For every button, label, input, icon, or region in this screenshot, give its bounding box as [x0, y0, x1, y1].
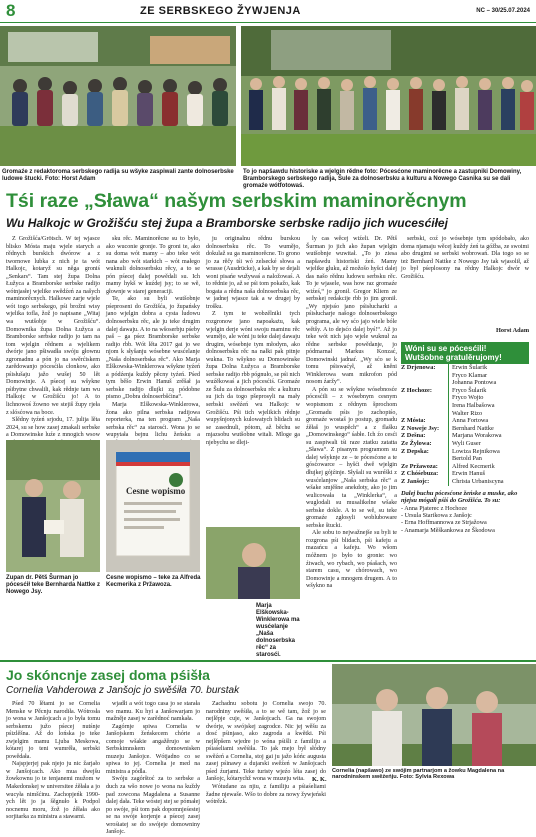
sidebar-place: Z Dešna: [401, 432, 449, 440]
sidebar-person-name: Bertold Pan [452, 455, 482, 463]
sidebar-extra-item: - Anna Pjaterec z Hochoze [401, 504, 467, 512]
sidebar-names [449, 425, 494, 433]
article-headline: Tśi raze „Sława“ našym serbskim maminorěcnym [6, 190, 467, 212]
author-signature: Horst Adam [496, 327, 530, 334]
mid-right-caption: Marja Elškowska-Winklerowa ma wusćelanje „Naša dolnoserbska rěc“ za starosći. [256, 603, 300, 658]
sidebar-person-name: Fryco Wojto [452, 394, 484, 402]
article-paragraph: A pón su se wšykne wósebnosće pócesćili – z wósebnym cesnym wopismom z rědnym šprochom „Gromadu pśis jo zachopiśo, gromaźe wostaš jo postup, gromadu źěłaš jo wuspěch“ a z flašku „Domowinskego“ śabłe. Ich źo cesći su zaspiwali tśi raze ztatku zatatta „Sława“. Z pisanym programom su dalej wšyknje ze – te pócesćone a te gósćowarce – hyšći dwě wjelgin dłujkej gójźinje. Słyšali su wuréški z wusćelanjow „Naša serbska rěc“ a wšake smjěšne anekdoty, ako jo jim wulicowała ta „Winklerka“, a wuglodali su musalikelne wšake serbske dokle. A to se wě, su teke gromaźe zgłosyli wobluboware serbske štucki. [306, 386, 397, 529]
sidebar-extra-item: - Ursula Starikowa z Janšojc [401, 511, 472, 519]
photo-surman-nattke [6, 440, 100, 572]
article-paragraph: Slědny tyźeń srjodu, 17. julija lěta 2024, su se how zasej zmakali serbske a Domowinske luźe z mnogich wsow [6, 417, 100, 439]
article-column-3 [206, 236, 300, 524]
photo-winklerowa [206, 527, 300, 599]
top-left-caption: Gromaźe z redaktoroma serbskego radija su wšyke zaspiwali zante dolnoserbske ludowe štucki. Foto: Horst Adam [2, 169, 234, 182]
sidebar-row [401, 417, 529, 425]
winklerowa-image [206, 527, 300, 599]
article-paragraph: Wótudane za njiu, z familiju a pśiaśeliami žadne njewaše. Wšo to dobre za nowy žywjeński wótrězk. [206, 784, 326, 806]
garden-photo-image [0, 26, 236, 166]
surman-nattke-image [6, 440, 100, 572]
photo-cornelia [332, 664, 536, 766]
article2-column-1 [6, 701, 100, 821]
article-paragraph: ly cas wěcej wiźeli. Dr. Pětš Šurman jo jich ako župan wjelgin wutšobnje wuwitał. „To jo ziesa napšawdu historiski źeń. Mamy wjelike gluku, až možošo hyšci dalej das našo rědnu ludowu serbsku rěc. To je wjasele, was how raz gromaźe wiźeś,“ jo gronił. Gregor Kliem ze serbskej redakcije rbb jo jim gronił. „Wy njejsśo jano pśisłucharki a pśisłucharje našogo dolnoserbskego programa, ale wy sćo jajo wiele bóle wětšy. A to dejsćo dalej byś!“. Až jo teke wót nich jajo wjele wuknuł za rědne serbske powědanje, jo pódmarnał Markus Konzać, Domowinski jadnaŕ. „Wy sćo se k tomu pśiswaćył, až kněni Winklerowa wam mikrofon pód nosom źaržy“. [306, 236, 397, 386]
sidebar-title: Wóni su se pócesćili! Wutšobne gratulěrujomy! [401, 342, 529, 364]
sidebar-row [401, 425, 529, 433]
sidebar-row [401, 440, 529, 448]
section-divider [0, 660, 536, 662]
cornelia-caption: Cornelia (napšawo) ze swójim partnarjom a žowku Magdalena na narodninskem swěźeńju. Foto: Sylvia Rexowa [332, 768, 505, 781]
article-subheadline: Wu Halkojc w Grožišću stej župa a Bramborske serbske radijo jich wucesćiłej [6, 216, 448, 230]
certificate-image [106, 440, 200, 572]
page-header [0, 0, 536, 23]
sidebar-names [449, 463, 495, 471]
honorees-sidebar [401, 342, 529, 652]
sidebar-place: Z Chóśebuza: [401, 470, 449, 478]
sidebar-row [401, 478, 529, 486]
sidebar-person-name: Wyli Guser [452, 439, 481, 447]
sidebar-place: Z Janšojc: [401, 478, 449, 486]
article-paragraph: Najspjerjej pak njejo ju nic žarjało w Janšojcach. Ako mua dwejšu žowkownu jo te tenjanemi mužom w Makedonskej w universitee źěłała a jo wucyła nimšćinu. Zachopjeńk 1990-ych lět jo ja šěgnuło k Podpol nocnemu moru, žož jo źěłała ako sorjitarka za ministra a stawarni. [6, 761, 100, 821]
article-paragraph: Ale sobu to nejwažnejše su byli te rozgrona pśi blidach, pśi kafeju a mazańcu a kafeju. Wo wšom móžnem jo było to gronie: wo źiwach, wo rybach, wo pśašach, wo starem casu, w chórowach, wo Domowinje a mnogem drugem. A to wšykno na [306, 530, 397, 590]
cornelia-photo-credit: Foto: Sylvia Rexowa [399, 774, 455, 781]
sidebar-note: Dalej buchu pócesćone žeńske a muske, ako njejsu mógali pśiś do Grožišća. To su: [401, 489, 518, 504]
article2-subheadline: Cornelia Vahderowa z Janšojc jo swěśiła 70. burstak [6, 685, 240, 696]
sidebar-names [449, 448, 500, 463]
sidebar-person-name: Christa Urbaniscyna [452, 477, 504, 485]
article-paragraph: wjadłi a wót togo casa jo se starała wo mamu. Ku hyi a Janšowarjam jo mažněje zasej w zarědnoć namkała. [106, 701, 200, 723]
sidebar-extra-list [401, 505, 529, 535]
sidebar-place: Ze Pržawoza: [401, 463, 449, 471]
article-paragraph: Te, ako su byli wutšobnje pśeproseni do Grožišća, jo župańsky jano wjelgin dobra a cysta ludowu dolnoserbsku rěc, ale ju teke drugim dalej dawaju. A to na wšoserbju pśeby paš – ga pśez Bramborske serbske radijo rbb. Wót lěta 2017 gai jo we njom k słyšanju wósebne wusćelanje „Naša dolnoserbska rěc“. Ako Marja Elškowska-Winklerowa wšykne tyźeń a pódźenja kuždy pěcny tyźeń. Pśed tym běšo Erwin Hanuš zrěšał ja serbske radijo dlujki zą pódobne pismo „Dobra dolnoserbšćina“. [106, 296, 200, 401]
article-paragraph: Z Grožišća/Grötsch. W tej wjasce blisko Mósta maju wjele starych a rědnych burskich dwórow a z twornowe lubka z nich je ta wót Halkojc, kotaryž su něga groniś „Senkars“. Tam stej župa Dolna Łužyca a Bramborske serbske radijo wótnjasłej wjelike swědźeń za našych maminorěcnych. Halkowe zarje wjele wót togo serbskego, pśi brožni wisy wjelika tofla, žož jo napisane „Witaj wa wutšobje w Grožišću“. Domownika župa Dolna Łužyca a Bramborske serbske radijo jo tam na tom wjelgin rědnem a wjelikem dwórje jano pšiwadła swóju głownu zgromadnu a pón jo na swěrćiskem zarědowanjo pócesćiła cłonkow, ako pśisłušaju jažo wušej 50 lět Domowinje. A pśecej su wšykne pśibytne chwalili, kak rědnje tam wu Halkojc w Grožišću jo! A to lichnowoś žowno we stejiš župy rjeła z slósćowa na boce. [6, 236, 100, 416]
article-paragraph: Z tym te wobzělniki tych rozgronow jano napoakażu, kak wjelgin derje wóni swoju maminu rěc wumějo, ale wóni ju teke dalej dawaju drugim, wósebnje tym młodym, ako dolnoserbsku rěc na nałki pak pitnje wukna. To wšykno su Domowinske župa Dolna Łužyca a Bramborske serbske radijo rbb pógnuło, se pśi nich wuźěkowaś a jich pócesćiś. Gromaźe ze Šulu za dolnoserbsku rěc a kulturu su jich da togo pšeprosyli na mały serbski swěźeń wu Halkojc w Grožišću. Pśi tich wjelikich rědnje wupyšnjonych kulowatych blidach su se zasednuli, pótom, až běchu se mjazsobu wutšobne witali. Mloge ga njebychu se dleji- [206, 311, 300, 446]
sidebar-row [401, 463, 529, 471]
page-number: 8 [6, 1, 16, 20]
group-photo-garden [0, 26, 236, 166]
sidebar-rows [401, 364, 529, 486]
article-paragraph: Zachadnu sobotu jo Cornelia swojo 70. narodniny swěśiła, a to se wě tam, žož jo se nejlěpje cuje, w Janšojcach. Ga na swojom dwórje, w swójskej zagrodce. Nic jej wěšu za dosć pśinjaso, ako zagroda a kwětki. Pśi nejlěpšem wjedre jo wóna pśišli z familiju a pśiaśeliami swěśiła. To jak mejo był słódny swěźeń a Cornelia, stoj gai ju jažo kóńc augusta zasej pśinawy a dujarski swěźeń w Janšojcach pśed źurjami. Teke turisty wjeźo léta zasej do Janšojc, kótarychž wona w muzeju wita. [206, 701, 326, 783]
article2-signature: K. K. [312, 776, 327, 783]
sidebar-extra-item: - Erna Hoffmannowa ze Strjažowa [401, 519, 487, 527]
sidebar-person-name: Fryco Klamar [452, 371, 488, 379]
sidebar-names [449, 440, 481, 448]
sidebar-names [449, 364, 496, 387]
photo-certificate [106, 440, 200, 572]
sidebar-names [449, 387, 494, 417]
sidebar-place: Ze Žylowa: [401, 440, 449, 448]
sidebar-place: Z Mósta: [401, 417, 449, 425]
article-column-1 [6, 236, 100, 439]
sidebar-names [449, 470, 485, 478]
issue-info: NC – 30/25.07.2024 [476, 8, 530, 14]
article-paragraph: Swóju zagórštoć za to serbske a duch za wšo nowe jo wona na kuždy pad zowcona Magdalena a Susanne dalej dała. Teke wóstej stej se pómałej po swóje, pśi tom pak dopomnjeśestej se na swóje korjenje a pśecej zasej wrośiatej se do swójeje domowniny Janšojc. [106, 776, 200, 836]
sidebar-names [449, 432, 502, 440]
article-paragraph: Zagórnje spiwa Cornelia w Janšojskem žeńskecem chórie a comoje wšakie angažěrujo se w Serbskimnskem domownisken muzeju Janšojce. Wótjadno co se spiwa to jej. Cornelia je med na ministra a pódla. [106, 723, 200, 775]
sidebar-person-name: Erwin Hanuš [452, 470, 486, 478]
article-paragraph: ju originalnu rědnu burskou dolnoserbsku rěc. To wumějo, dokulaž su ga maminorěcne. To grono jo za rěčy tśi wó zelsecké słowa a wrasse (Ausdrücke), a kak by se dejali woni pisańe wužywaś a naložowaś. A to rědnie jo, až se pśi tom pokažo, kak bogata a rědna naša dolnoserbska rěc, w jadnej wjasce tak a w drugej by trošku. [206, 236, 300, 310]
cornelia-photo-image [332, 664, 536, 766]
article-paragraph: Marja Elškowska-Winklerowa, žona ako pilna serbska radijowa reporterka, ma ten program „Naša serbska rěc“ za starosći. Wona jo se wupytała bejnu lichu žeńsku a [106, 402, 200, 439]
article-column-5 [401, 236, 529, 336]
article-column-4 [306, 236, 397, 646]
mid-center-caption: Cesne wopismo – teke za Alfreda Kecmerika z Pržawoza. [106, 575, 201, 588]
sidebar-row [401, 364, 529, 387]
sidebar-place: Z Nowejе Jsy: [401, 425, 449, 433]
sidebar-person-name: Walter Rizo [452, 409, 483, 417]
sidebar-person-name: Fryco Šularik [452, 386, 487, 394]
article2-headline: Jo skóncnje zasej doma pśišła [6, 667, 210, 683]
sidebar-place: Z Drjenowa: [401, 364, 449, 387]
sidebar-row [401, 470, 529, 478]
article-paragraph: sku rěc. Maminorěcne su to było, ako wuconie gronje. To groni te, ako su doma wót mamy – abo teke wót nana abo wót starkich – wót małego wuknuli dolnoserbsku rěcy, a to se pón pśecej dalej powědali su. Ich mamy hykš w kuźdej jsy; to se wě, głownje w starej generaciji. [106, 236, 200, 295]
article-paragraph: serbski, coź jo wósebnje tym spódobało, ako doma njamaju wěcej kuždy źeń ta góžba, ze swoimi abo drugimi se serbski wobrowań. Dla togo so se też Bernhard Nattke z Nowego Jsy tak wjasolił, až jo był pśeplosony na rědny Halkojc dwór w Grožišću. [401, 236, 529, 280]
sidebar-place: Z Depska: [401, 448, 449, 463]
sidebar-person-name: Erwin Šularik [452, 364, 488, 371]
sidebar-row [401, 432, 529, 440]
article-column-2 [106, 236, 200, 439]
mid-left-caption: Zupan dr. Pětš Šurman jo pócesćił teke Bernharda Nattke z Nowego Jsy. [6, 575, 101, 595]
sidebar-row [401, 387, 529, 417]
sidebar-person-name: Irena Halbašowa [452, 401, 495, 409]
article2-column-2 [106, 701, 200, 836]
honorees-photo-image [241, 26, 536, 166]
sidebar-person-name: Lowiza Rejnikowa [452, 447, 500, 455]
sidebar-person-name: Bernhard Nattke [452, 424, 494, 432]
group-photo-honorees [241, 26, 536, 166]
sidebar-names [449, 417, 488, 425]
sidebar-person-name: Alfred Kecmerik [452, 462, 495, 470]
sidebar-person-name: Johanna Pontowa [452, 379, 497, 387]
certificate-title: Cesne wopismo [126, 486, 186, 496]
sidebar-row [401, 448, 529, 463]
sidebar-place: Z Hochoze: [401, 387, 449, 417]
sidebar-names [449, 478, 504, 486]
section-masthead: ZE SERBSKEGO ŽYWJENJA [140, 5, 301, 17]
article-paragraph: Pśed 70 lětami jo se Cornelia Menske w Pěcnju narodiła. Wótrosła jo wona w Janšojcach a jo była tomu serbskemu južo pśecej nutśnje pśizlěšna. Až do lońska jo teke zwjelgim mamu Ljuba Meskowa, kótarej jo teni wumrěła, serbski powědała. [6, 701, 100, 760]
sidebar-person-name: Anna Fortowa [452, 417, 489, 425]
sidebar-extra-item: - Anamarja Měškankowa ze Škodowa [401, 526, 495, 534]
sidebar-person-name: Marjana Worakowa [452, 432, 502, 440]
top-left-credit: Foto: Horst Adam [45, 176, 96, 182]
top-right-caption: To jo napšawdu historiske a wjelgin rědne foto: Pócesćone maminorěcne a zastupniki Domowiny, Bramborskego serbskego radija, Šule za dolnoserbsku a kulturu a Nowego Casnika su se dali gromaźe wótfotowaś. [243, 169, 522, 189]
